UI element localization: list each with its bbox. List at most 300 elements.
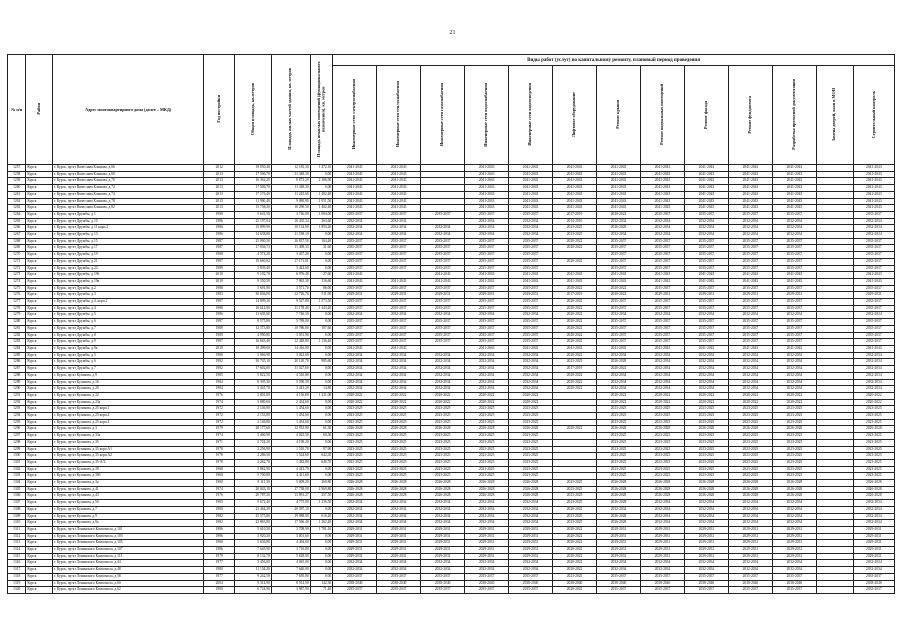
cell-work-period: 2032-2034 [728,379,772,386]
cell-no: 1293 [8,406,26,413]
cell-nonliving-area: 0,00 [310,506,333,513]
header-work-type: Строительный контроль [853,66,894,165]
cell-address: г. Курск, пр-кт Вячеслава Клыкова, д.70 [53,178,204,185]
cell-living-area: 6 976,40 [271,272,310,279]
table-row [8,258,895,265]
cell-work-period: 2020-2022 [597,211,641,218]
cell-nonliving-area: 0,00 [310,567,333,574]
cell-district: Курск [26,359,53,366]
cell-no: 1258 [8,171,26,178]
cell-work-period: 2032-2034 [509,372,553,379]
cell-work-period: 2020-2022 [597,392,641,399]
cell-work-period: 2020-2022 [597,285,641,292]
cell-no: 1297 [8,433,26,440]
table-row [8,339,895,346]
cell-district: Курск [26,171,53,178]
cell-work-period [816,245,853,252]
cell-work-period: 2035-2037 [684,252,728,259]
cell-address: г. Курск, пр-кт Дружбы, д.19в [53,278,204,285]
cell-work-period: 2035-2037 [772,238,816,245]
cell-living-area: 11 348,30 [271,171,310,178]
cell-work-period: 2026-2028 [684,426,728,433]
cell-year: 1986 [204,352,235,359]
table-row [8,171,895,178]
cell-work-period: 2041-2043 [772,345,816,352]
cell-district: Курск [26,453,53,460]
table-row [8,332,895,339]
cell-year: 1983 [204,292,235,299]
cell-work-period: 2023-2025 [333,433,377,440]
table-row [8,480,895,487]
cell-living-area: 7 865,30 [271,278,310,285]
cell-work-period: 2032-2034 [509,232,553,239]
cell-work-period [816,560,853,567]
cell-work-period: 2032-2034 [377,225,421,232]
cell-work-period: 2026-2028 [421,493,465,500]
cell-work-period: 2035-2037 [509,299,553,306]
cell-work-period: 2032-2034 [377,379,421,386]
cell-district: Курск [26,446,53,453]
cell-work-period: 2029-2031 [641,533,685,540]
cell-work-period: 2026-2028 [377,486,421,493]
cell-work-period: 2020-2022 [728,399,772,406]
cell-work-period: 2023-2025 [728,453,772,460]
cell-work-period: 2035-2037 [728,258,772,265]
cell-work-period: 2023-2025 [421,439,465,446]
cell-district: Курск [26,211,53,218]
cell-work-period: 2032-2034 [377,352,421,359]
cell-year: 2004 [204,580,235,587]
cell-work-period: 2035-2037 [728,332,772,339]
cell-work-period: 2029-2031 [509,526,553,533]
cell-work-period: 2032-2034 [509,218,553,225]
cell-year: 1987 [204,238,235,245]
header-nonliving-area: Площадь нежилых помещений (функционального назначения), кв. метров [310,55,333,165]
cell-work-period: 2023-2025 [728,406,772,413]
cell-no: 1280 [8,319,26,326]
cell-work-period: 2032-2034 [421,506,465,513]
cell-work-period: 2035-2037 [853,305,894,312]
cell-work-period: 2035-2037 [641,573,685,580]
cell-work-period: 2032-2034 [421,567,465,574]
cell-living-area: 3 987,90 [271,587,310,594]
cell-work-period: 2032-2034 [641,352,685,359]
cell-total-area: 4 990,80 [235,332,272,339]
cell-nonliving-area: 0,00 [310,547,333,554]
cell-year: 1987 [204,258,235,265]
cell-no: 1282 [8,332,26,339]
cell-total-area: 19 660,02 [235,258,272,265]
cell-no: 1290 [8,386,26,393]
cell-work-period: 2029-2031 [465,526,509,533]
cell-work-period: 2035-2037 [509,258,553,265]
cell-work-period: 2029-2031 [641,540,685,547]
cell-district: Курск [26,406,53,413]
cell-district: Курск [26,540,53,547]
cell-work-period: 2041-2043 [728,198,772,205]
cell-nonliving-area: 0,00 [310,345,333,352]
cell-work-period: 2023-2025 [772,406,816,413]
cell-work-period: 2035-2037 [465,299,509,306]
cell-district: Курск [26,553,53,560]
header-work-type: Инженерные сети теплоснабжения [377,66,421,165]
cell-no: 1313 [8,540,26,547]
cell-nonliving-area: 0,00 [310,466,333,473]
cell-address: г. Курск, пр-кт Вячеслава Клыкова, д.68 [53,171,204,178]
cell-address: г. Курск, пр-кт Вячеслава Клыкова, д.72 [53,185,204,192]
cell-work-period: 2026-2028 [728,480,772,487]
cell-work-period: 2023-2025 [509,406,553,413]
cell-nonliving-area: 1 211,00 [310,392,333,399]
cell-work-period: 2032-2034 [684,379,728,386]
table-row [8,325,895,332]
cell-address: г. Курск, пр-кт Кулакова, д.9а [53,520,204,527]
cell-year: 1988 [204,305,235,312]
table-row [8,459,895,466]
cell-work-period: 2035-2037 [684,258,728,265]
cell-work-period: 2029-2031 [597,540,641,547]
cell-address: г. Курск, пр-кт Кулакова, д.23а [53,399,204,406]
cell-work-period: 2023-2025 [772,473,816,480]
cell-nonliving-area: 0,00 [310,399,333,406]
cell-year: 2012 [204,165,235,172]
cell-work-period: 2041-2043 [641,191,685,198]
cell-nonliving-area: 985,60 [310,359,333,366]
cell-work-period [816,540,853,547]
cell-work-period: 2035-2037 [509,587,553,594]
cell-work-period: 2041-2043 [509,178,553,185]
cell-address: г. Курск, пр-кт Ленинского Комсомола, д.101 [53,526,204,533]
cell-work-period: 2041-2043 [641,171,685,178]
cell-no: 1288 [8,372,26,379]
cell-work-period: 2041-2043 [772,205,816,212]
cell-address: г. Курск, пр-кт Ленинского Комсомола, д.48 [53,567,204,574]
cell-address: г. Курск, пр-кт Дружбы, д.8 [53,332,204,339]
cell-work-period: 2020-2022 [772,392,816,399]
cell-work-period: 2026-2028 [597,359,641,366]
cell-work-period: 2035-2037 [684,573,728,580]
cell-work-period: 2038-2040 [509,580,553,587]
cell-address: г. Курск, пр-кт Дружбы, д.13 [53,232,204,239]
cell-work-period: 2032-2034 [597,386,641,393]
cell-total-area: 6 724,90 [235,587,272,594]
cell-work-period [553,406,597,413]
cell-work-period: 2029-2031 [728,547,772,554]
table-row [8,211,895,218]
cell-nonliving-area: 0,00 [310,265,333,272]
cell-work-period: 2032-2034 [772,312,816,319]
cell-no: 1294 [8,413,26,420]
cell-work-period: 2041-2043 [333,185,377,192]
cell-address: г. Курск, пр-кт Вячеслава Клыкова, д.78 [53,198,204,205]
cell-work-period: 2032-2034 [333,513,377,520]
table-row [8,493,895,500]
cell-work-period: 2023-2025 [684,459,728,466]
header-work-type: Замена дверей, окон в МОП [816,66,853,165]
cell-work-period: 2035-2037 [597,238,641,245]
table-body [8,165,895,594]
cell-work-period: 2032-2034 [333,359,377,366]
cell-work-period: 2029-2031 [728,526,772,533]
cell-total-area: 8 111,30 [235,480,272,487]
table-row [8,366,895,373]
cell-work-period: 2035-2037 [377,587,421,594]
cell-work-period: 2032-2034 [772,506,816,513]
cell-year: 1982 [204,359,235,366]
cell-work-period: 2026-2028 [684,493,728,500]
cell-work-period: 2035-2037 [853,211,894,218]
cell-work-period: 2041-2043 [641,185,685,192]
cell-work-period: 2032-2034 [465,379,509,386]
cell-work-period: 2032-2034 [684,232,728,239]
cell-work-period: 2020-2022 [333,399,377,406]
cell-work-period: 2035-2037 [597,325,641,332]
cell-no: 1263 [8,205,26,212]
cell-work-period: 2041-2043 [465,178,509,185]
cell-living-area: 3 710,80 [271,547,310,554]
cell-work-period: 2041-2043 [553,191,597,198]
cell-work-period: 2035-2037 [509,238,553,245]
cell-work-period: 2038-2040 [641,580,685,587]
cell-district: Курск [26,573,53,580]
cell-living-area: 10 134,90 [271,225,310,232]
cell-year: 1986 [204,547,235,554]
cell-work-period: 2032-2034 [333,500,377,507]
cell-total-area: 5 822,50 [235,372,272,379]
cell-work-period: 2035-2037 [465,238,509,245]
cell-work-period: 2032-2034 [465,513,509,520]
cell-district: Курск [26,567,53,574]
cell-nonliving-area: 60,50 [310,433,333,440]
cell-work-period: 2020-2022 [553,547,597,554]
table-row [8,379,895,386]
cell-work-period: 2026-2028 [772,480,816,487]
cell-year: 1968 [204,466,235,473]
cell-district: Курск [26,305,53,312]
cell-no: 1270 [8,252,26,259]
cell-living-area: 4 156,80 [271,392,310,399]
cell-district: Курск [26,580,53,587]
cell-work-period: 2032-2034 [465,352,509,359]
cell-work-period: 2041-2043 [377,191,421,198]
cell-work-period [553,433,597,440]
cell-no: 1311 [8,526,26,533]
cell-work-period: 2032-2034 [728,513,772,520]
cell-work-period: 2032-2034 [465,225,509,232]
cell-work-period: 2023-2025 [597,413,641,420]
cell-work-period: 2041-2043 [465,191,509,198]
cell-district: Курск [26,225,53,232]
cell-work-period: 2029-2031 [853,526,894,533]
cell-work-period: 2023-2025 [772,446,816,453]
cell-work-period: 2032-2034 [421,352,465,359]
table-row [8,232,895,239]
cell-year: 1972 [204,406,235,413]
table-row [8,238,895,245]
cell-work-period: 2035-2037 [421,238,465,245]
cell-work-period: 2041-2043 [641,278,685,285]
cell-work-period: 2041-2043 [421,272,465,279]
cell-district: Курск [26,413,53,420]
cell-district: Курск [26,466,53,473]
cell-work-period: 2035-2037 [684,332,728,339]
cell-work-period: 2029-2031 [421,553,465,560]
cell-work-period: 2023-2025 [377,406,421,413]
cell-work-period [816,526,853,533]
cell-district: Курск [26,198,53,205]
cell-work-period: 2041-2043 [465,171,509,178]
cell-work-period: 2035-2037 [421,587,465,594]
cell-work-period: 2026-2028 [597,493,641,500]
cell-work-period: 2035-2037 [772,573,816,580]
cell-work-period: 2023-2025 [728,446,772,453]
cell-work-period: 2035-2037 [772,265,816,272]
cell-address: г. Курск, пр-кт Дружбы, д.23 [53,265,204,272]
cell-work-period: 2023-2025 [465,473,509,480]
cell-address: г. Курск, пр-кт Дружбы, д.10 [53,218,204,225]
cell-work-period: 2020-2022 [509,392,553,399]
cell-work-period: 2035-2037 [597,332,641,339]
cell-work-period: 2035-2037 [641,319,685,326]
cell-work-period: 2038-2040 [333,580,377,587]
cell-total-area: 3 920,20 [235,533,272,540]
cell-work-period: 2032-2034 [597,560,641,567]
cell-district: Курск [26,386,53,393]
cell-work-period [816,446,853,453]
table-row [8,292,895,299]
cell-work-period: 2020-2022 [553,426,597,433]
cell-no: 1304 [8,480,26,487]
cell-total-area: 5 456,00 [235,560,272,567]
cell-work-period: 2026-2028 [772,493,816,500]
cell-work-period: 2032-2034 [728,359,772,366]
cell-district: Курск [26,205,53,212]
cell-year: 1986 [204,526,235,533]
cell-district: Курск [26,238,53,245]
cell-work-period: 2035-2037 [772,332,816,339]
cell-work-period: 2023-2025 [641,473,685,480]
cell-work-period [816,325,853,332]
cell-year: 2010 [204,345,235,352]
cell-work-period: 2032-2034 [333,372,377,379]
cell-nonliving-area: 0,00 [310,540,333,547]
cell-living-area: 11 178,40 [271,305,310,312]
cell-work-period: 2032-2034 [641,379,685,386]
cell-nonliving-area: 0,00 [310,252,333,259]
cell-work-period: 2032-2034 [684,312,728,319]
cell-work-period: 2023-2025 [553,573,597,580]
cell-work-period: 2035-2037 [728,587,772,594]
cell-work-period: 2035-2037 [509,339,553,346]
cell-work-period: 2020-2022 [377,399,421,406]
cell-work-period: 2032-2034 [728,366,772,373]
cell-work-period: 2020-2022 [553,285,597,292]
cell-work-period: 2041-2043 [553,198,597,205]
cell-work-period: 2032-2034 [465,560,509,567]
cell-work-period: 2035-2037 [421,573,465,580]
cell-work-period: 2023-2025 [465,433,509,440]
cell-work-period: 2023-2025 [853,459,894,466]
cell-nonliving-area: 2 186,90 [310,178,333,185]
cell-work-period [816,439,853,446]
cell-work-period: 2032-2034 [597,312,641,319]
table-row [8,386,895,393]
cell-work-period: 2020-2022 [684,392,728,399]
cell-address: г. Курск, пр-кт Дружбы, д.19б [53,272,204,279]
cell-work-period: 2032-2034 [772,352,816,359]
cell-work-period: 2035-2037 [333,258,377,265]
cell-work-period: 2035-2037 [684,305,728,312]
cell-total-area: 20 043,10 [235,486,272,493]
cell-work-period: 2020-2022 [553,533,597,540]
cell-work-period: 2035-2037 [684,299,728,306]
cell-year: 2013 [204,198,235,205]
cell-living-area: 1 524,60 [271,453,310,460]
cell-nonliving-area: 640,70 [310,459,333,466]
cell-work-period: 2023-2025 [597,433,641,440]
cell-work-period: 2029-2031 [509,533,553,540]
cell-work-period: 2041-2043 [553,278,597,285]
cell-no: 1309 [8,513,26,520]
cell-work-period: 2041-2043 [597,171,641,178]
cell-living-area: 5 009,20 [271,480,310,487]
cell-work-period: 2035-2037 [465,258,509,265]
cell-no: 1283 [8,339,26,346]
cell-living-area: 10 290,50 [271,205,310,212]
cell-work-period: 2041-2043 [597,205,641,212]
cell-work-period: 2032-2034 [333,560,377,567]
table-row [8,453,895,460]
table-row [8,473,895,480]
cell-nonliving-area: 1 402,40 [310,191,333,198]
cell-work-period: 2032-2034 [333,386,377,393]
cell-work-period: 2041-2043 [641,198,685,205]
table-row [8,540,895,547]
cell-work-period: 2029-2031 [597,533,641,540]
cell-work-period: 2023-2025 [772,433,816,440]
table-row [8,526,895,533]
cell-address: г. Курск, пр-кт Дружбы, д.4, корп.2 [53,299,204,306]
cell-work-period: 2023-2025 [728,419,772,426]
cell-nonliving-area: 2 969,80 [310,486,333,493]
cell-work-period: 2035-2037 [728,211,772,218]
cell-living-area: 3 422,60 [271,265,310,272]
cell-work-period: 2032-2034 [465,386,509,393]
cell-living-area: 11 527,60 [271,366,310,373]
table-row [8,345,895,352]
cell-work-period: 2032-2034 [772,379,816,386]
cell-living-area: 10 786,00 [271,325,310,332]
table-row [8,587,895,594]
cell-nonliving-area: 1 573,50 [310,299,333,306]
cell-nonliving-area: 0,00 [310,366,333,373]
cell-work-period: 2029-2031 [684,553,728,560]
cell-work-period: 2023-2025 [377,466,421,473]
cell-work-period: 2026-2028 [333,426,377,433]
cell-work-period [816,580,853,587]
table-row [8,573,895,580]
cell-work-period: 2035-2037 [377,285,421,292]
cell-work-period: 2032-2034 [465,359,509,366]
cell-work-period: 2020-2022 [684,399,728,406]
cell-work-period: 2041-2043 [684,272,728,279]
cell-work-period: 2032-2034 [772,372,816,379]
cell-work-period [816,272,853,279]
cell-work-period: 2035-2037 [641,258,685,265]
cell-work-period: 2032-2034 [641,567,685,574]
cell-work-period: 2029-2031 [509,540,553,547]
cell-work-period: 2035-2037 [421,305,465,312]
